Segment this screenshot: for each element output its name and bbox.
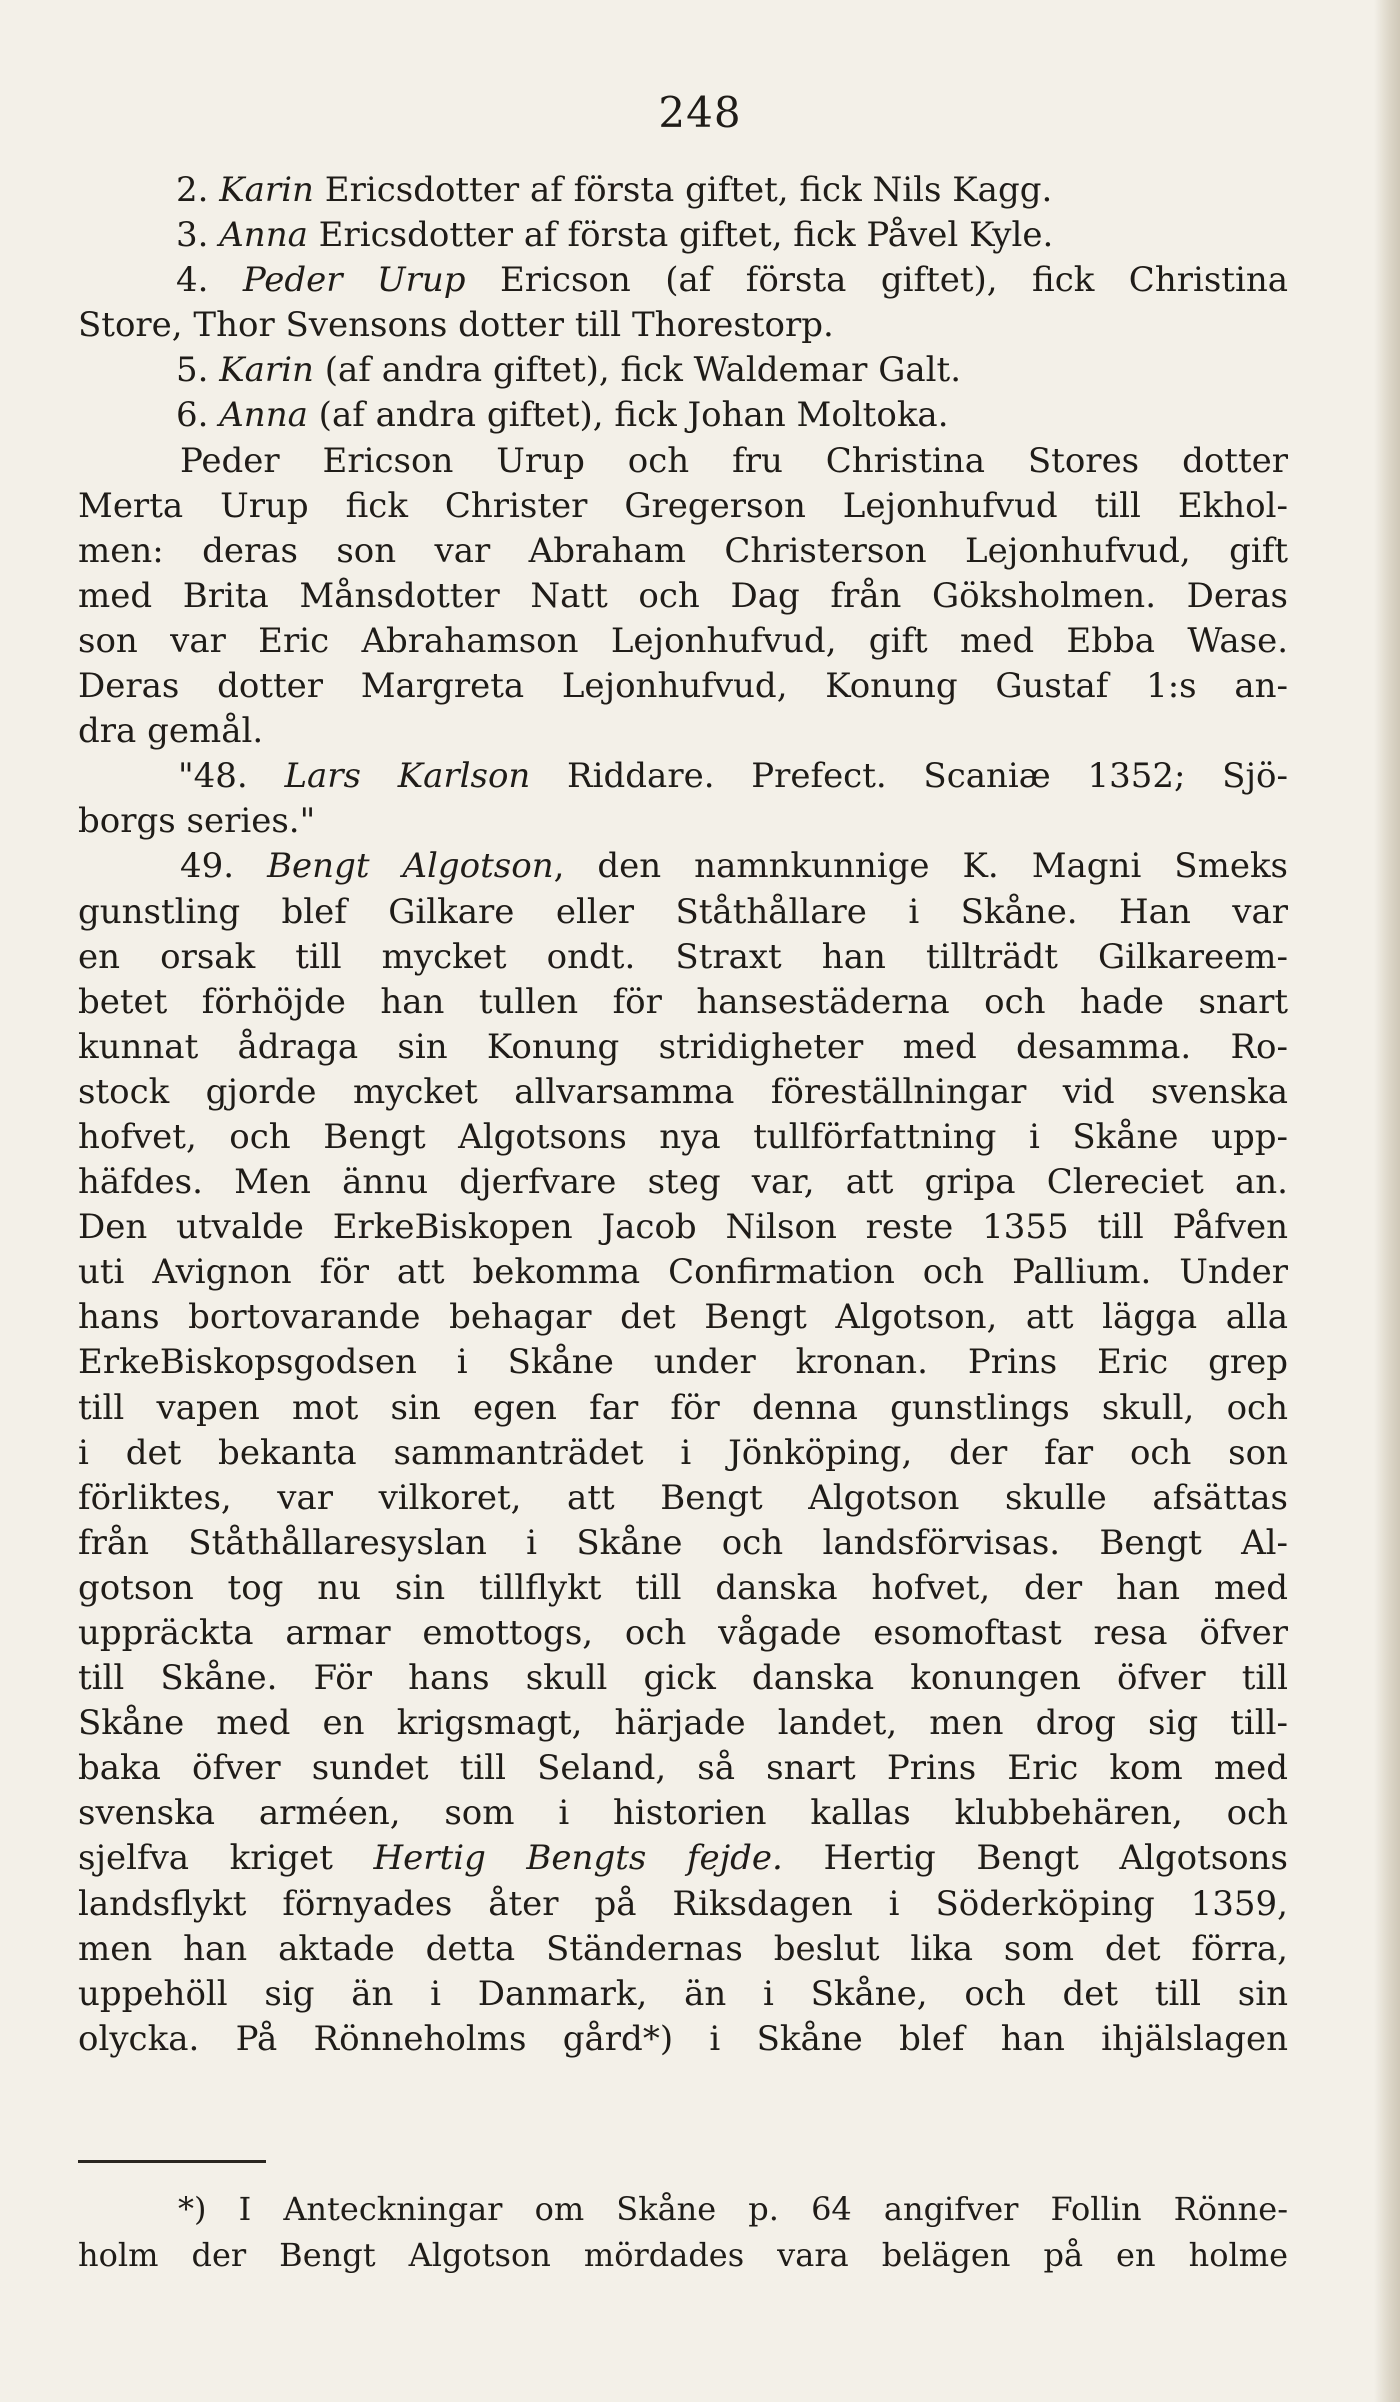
text-span: Deras dotter Margreta Lejonhufvud, Konung Gustaf 1:s an-	[78, 666, 1288, 707]
text-span: "48.	[178, 756, 285, 797]
text-line-l19	[78, 980, 1288, 1025]
text-line-l36	[78, 1746, 1288, 1791]
text-line-l7	[78, 439, 1288, 484]
text-span: Ericsdotter af första giftet, fick Nils Kagg.	[313, 170, 1053, 210]
text-span: Riddare. Prefect. Scaniæ 1352; Sjö-	[530, 756, 1288, 797]
italic-name: Hertig Bengts fejde.	[373, 1838, 783, 1879]
text-line-l30	[78, 1476, 1288, 1521]
text-span: hofvet, och Bengt Algotsons nya tullförfattning i Skåne upp-	[78, 1116, 1288, 1157]
text-span: häfdes. Men ännu djerfvare steg var, att gripa Clereciet an.	[78, 1162, 1288, 1203]
text-span: en orsak till mycket ondt. Straxt han tillträdt Gilkareem-	[78, 936, 1288, 977]
text-line-l25	[78, 1250, 1288, 1295]
text-line-l40	[78, 1927, 1288, 1972]
text-span: baka öfver sundet till Seland, så snart Prins Eric kom med	[78, 1748, 1288, 1789]
text-line-l29	[78, 1431, 1288, 1476]
text-line-l1	[78, 168, 1288, 213]
text-span: uppehöll sig än i Danmark, än i Skåne, och det till sin	[78, 1973, 1288, 2014]
text-line-l4	[78, 303, 1288, 348]
text-span: Hertig Bengt Algotsons	[782, 1838, 1288, 1879]
text-span: (af andra giftet), fick Waldemar Galt.	[313, 350, 961, 391]
text-span: men: deras son var Abraham Christerson Lejonhufvud, gift	[78, 530, 1288, 571]
text-line-l22	[78, 1115, 1288, 1160]
italic-name: Lars Karlson	[284, 756, 531, 797]
text-span: Den utvalde ErkeBiskopen Jacob Nilson reste 1355 till Påfven	[78, 1207, 1288, 1248]
text-line-l20	[78, 1025, 1288, 1070]
text-span: , den namnkunnige K. Magni Smeks	[553, 846, 1288, 887]
text-span: men han aktade detta Ständernas beslut lika som det förra,	[78, 1928, 1288, 1969]
text-span: till Skåne. För hans skull gick danska konungen öfver till	[78, 1658, 1288, 1699]
italic-name: Anna	[219, 395, 308, 436]
text-line-l35	[78, 1701, 1288, 1746]
text-line-l9	[78, 529, 1288, 574]
text-span: uppräckta armar emottogs, och vågade esomoftast resa öfver	[78, 1613, 1288, 1653]
text-line-l16	[78, 844, 1288, 889]
text-line-l42	[78, 2017, 1288, 2062]
text-line-l24	[78, 1205, 1288, 1250]
text-line-l3	[78, 258, 1288, 303]
text-span: till vapen mot sin egen far för denna gunstlings skull, och	[78, 1387, 1288, 1428]
text-line-l28	[78, 1386, 1288, 1431]
text-span: gunstling blef Gilkare eller Ståthållare i Skåne. Han var	[78, 891, 1288, 932]
text-span: Store, Thor Svensons dotter till Thorestorp.	[78, 305, 834, 346]
text-line-l2	[78, 213, 1288, 258]
text-line-l13	[78, 709, 1288, 754]
text-line-l12	[78, 664, 1288, 709]
text-line-f2	[78, 2232, 1288, 2278]
italic-name: Anna	[219, 215, 308, 256]
text-span: uti Avignon för att bekomma Confirmation och Pallium. Under	[78, 1252, 1288, 1293]
text-span: ErkeBiskopsgodsen i Skåne under kronan. Prins Eric grep	[78, 1342, 1288, 1383]
text-line-l11	[78, 619, 1288, 664]
text-line-l38	[78, 1836, 1288, 1881]
text-span: son var Eric Abrahamson Lejonhufvud, gift med Ebba Wase.	[78, 620, 1288, 661]
text-span: 3.	[176, 215, 220, 256]
text-line-l23	[78, 1160, 1288, 1205]
text-span: landsflykt förnyades åter på Riksdagen i Söderköping 1359,	[78, 1883, 1288, 1924]
text-line-l5	[78, 348, 1288, 393]
text-line-l32	[78, 1566, 1288, 1611]
text-span: 4.	[176, 260, 243, 301]
text-span: dra gemål.	[78, 711, 264, 752]
text-line-l8	[78, 484, 1288, 529]
text-span: holm der Bengt Algotson mördades vara belägen på en holme	[78, 2236, 1288, 2274]
page-edge-shadow	[1374, 0, 1400, 2402]
text-line-l6	[78, 393, 1288, 438]
text-span: *) I Anteckningar om Skåne p. 64 angifver Follin Rönne-	[178, 2190, 1288, 2228]
text-line-f1	[78, 2186, 1288, 2232]
text-span: kunnat ådraga sin Konung stridigheter med desamma. Ro-	[78, 1026, 1288, 1067]
text-line-l10	[78, 574, 1288, 619]
text-line-l37	[78, 1791, 1288, 1836]
text-span: svenska arméen, som i historien kallas klubbehären, och	[78, 1793, 1288, 1834]
text-span: Peder Ericson Urup och fru Christina Stores dotter	[180, 440, 1288, 481]
text-span: Skåne med en krigsmagt, härjade landet, men drog sig till-	[78, 1703, 1288, 1744]
text-span: olycka. På Rönneholms gård*) i Skåne blef han ihjälslagen	[78, 2018, 1288, 2059]
text-line-l27	[78, 1340, 1288, 1385]
italic-name: Karin	[219, 350, 314, 391]
italic-name: Karin	[219, 170, 314, 210]
text-span: betet förhöjde han tullen för hansestäderna och hade snart	[78, 981, 1288, 1022]
text-line-l41	[78, 1972, 1288, 2017]
text-span: Merta Urup fick Christer Gregerson Lejonhufvud till Ekhol-	[78, 485, 1288, 526]
text-span: förliktes, var vilkoret, att Bengt Algotson skulle afsättas	[78, 1477, 1288, 1518]
text-span: Ericsdotter af första giftet, fick Påvel Kyle.	[307, 215, 1054, 256]
text-span: (af andra giftet), fick Johan Moltoka.	[307, 395, 949, 436]
text-span: från Ståthållaresyslan i Skåne och landsförvisas. Bengt Al-	[78, 1522, 1288, 1563]
italic-name: Peder Urup	[242, 260, 466, 301]
text-span: stock gjorde mycket allvarsamma föreställningar vid svenska	[78, 1071, 1288, 1112]
text-span: borgs series."	[78, 801, 316, 842]
text-line-l31	[78, 1521, 1288, 1566]
text-span: 5.	[176, 350, 220, 391]
italic-name: Bengt Algotson	[267, 846, 554, 887]
footnote	[78, 2186, 1288, 2278]
text-line-l14	[78, 754, 1288, 799]
text-line-l18	[78, 935, 1288, 980]
text-line-l21	[78, 1070, 1288, 1115]
text-span: gotson tog nu sin tillflykt till danska hofvet, der han med	[78, 1567, 1288, 1608]
text-span: Ericson (af första giftet), fick Christina	[465, 260, 1288, 301]
text-span: 49.	[180, 846, 268, 887]
text-span: sjelfva kriget	[78, 1838, 374, 1879]
text-span: 2.	[176, 170, 220, 210]
text-span: med Brita Månsdotter Natt och Dag från Göksholmen. Deras	[78, 575, 1288, 616]
text-span: 6.	[176, 395, 220, 436]
page-number: 248	[658, 88, 742, 137]
text-line-l39	[78, 1882, 1288, 1927]
body-text	[78, 168, 1288, 2062]
text-line-l17	[78, 890, 1288, 935]
text-line-l26	[78, 1295, 1288, 1340]
footnote-rule	[78, 2160, 266, 2163]
text-line-l15	[78, 799, 1288, 844]
text-line-l34	[78, 1656, 1288, 1701]
text-span: hans bortovarande behagar det Bengt Algotson, att lägga alla	[78, 1297, 1288, 1338]
text-span: i det bekanta sammanträdet i Jönköping, der far och son	[78, 1432, 1288, 1473]
text-line-l33	[78, 1611, 1288, 1656]
